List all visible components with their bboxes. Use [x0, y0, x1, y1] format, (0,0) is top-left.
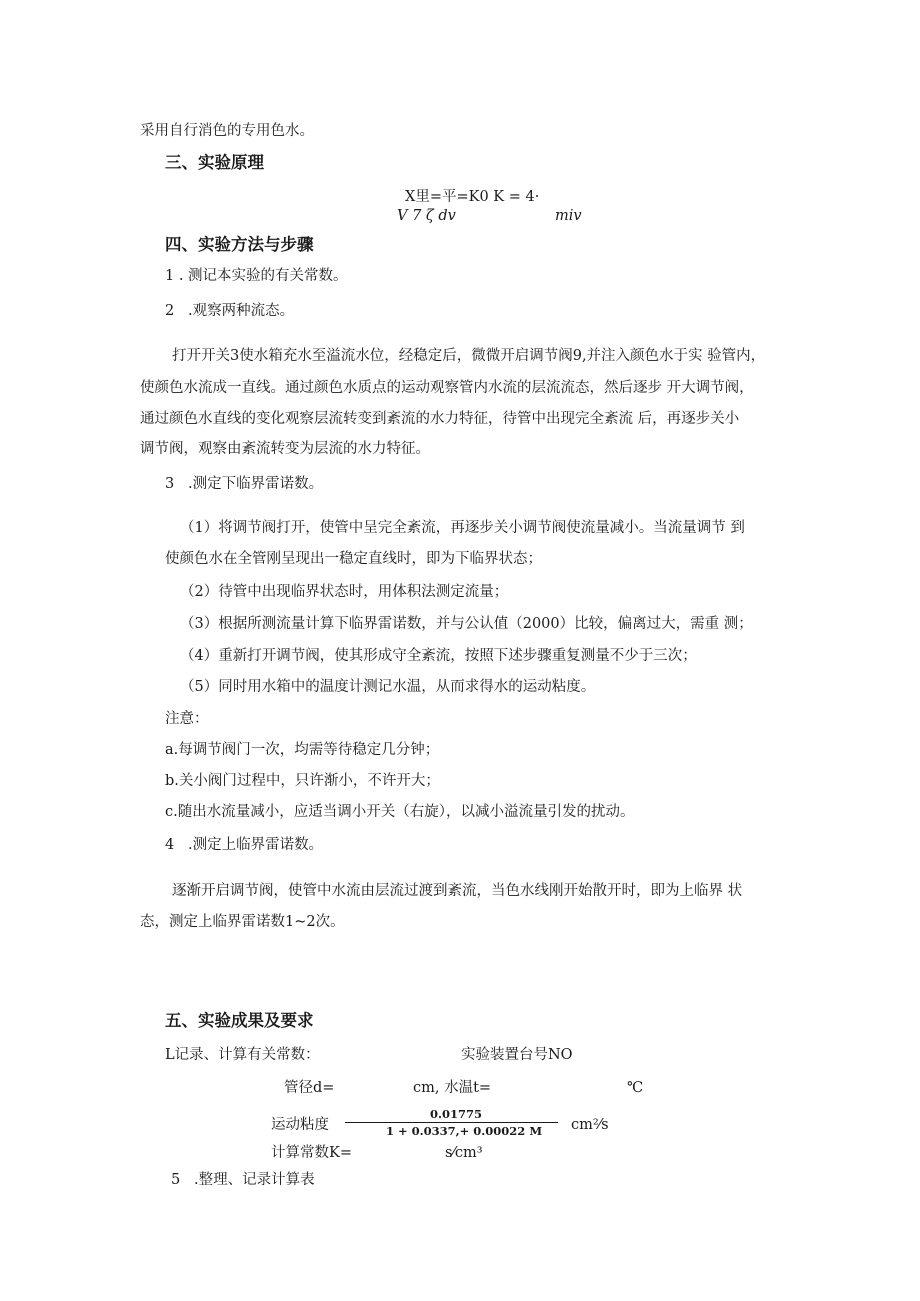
viscosity-numerator: 0.01775	[430, 1107, 483, 1121]
para2-line: 打开开关3使水箱充水至溢流水位，经稳定后，微微开启调节阀9,并注入颜色水于实 验管内，	[172, 348, 766, 364]
sub-step: （1）将调节阀打开，使管中呈完全紊流，再逐步关小调节阀使流量减小。当流量调节 到	[180, 520, 745, 536]
section5-heading: 五、实验成果及要求	[165, 1011, 314, 1030]
section3-heading: 三、实验原理	[165, 153, 264, 172]
constant-unit: s⁄cm³	[445, 1145, 483, 1161]
cm-temp-label: cm, 水温t=	[413, 1080, 492, 1096]
step2: 2 .观察两种流态。	[165, 303, 295, 319]
step5: 5 .整理、记录计算表	[171, 1172, 315, 1188]
sub-step: 使颜色水在全管刚呈现出一稳定直线时，即为下临界状态；	[165, 551, 542, 567]
step1: 1 . 测记本实验的有关常数。	[165, 268, 348, 284]
para4-line: 逐渐开启调节阀，使管中水流由层流过渡到紊流，当色水线刚开始散开时，即为上临界 状	[172, 883, 743, 899]
pipe-label: 管径d=	[284, 1080, 335, 1096]
note-item: b.关小阀门过程中，只许渐小，不许开大；	[165, 773, 440, 789]
para2-line: 使颜色水流成一直线。通过颜色水质点的运动观察管内水流的层流流态，然后逐步 开大调节阀，	[140, 380, 754, 396]
sub-step: （4）重新打开调节阀，使其形成守全紊流，按照下述步骤重复测量不少于三次；	[180, 648, 697, 664]
celsius-unit: ℃	[627, 1080, 644, 1096]
device-label: 实验装置台号NO	[461, 1047, 573, 1063]
viscosity-label: 运动粘度	[271, 1117, 329, 1133]
para4-line: 态，测定上临界雷诺数1~2次。	[140, 914, 345, 930]
sub-step: （5）同时用水箱中的温度计测记水温，从而求得水的运动粘度。	[180, 679, 596, 695]
formula-bottom-right: miv	[555, 208, 582, 224]
viscosity-unit: cm²⁄s	[571, 1117, 609, 1133]
formula-bottom-left: V 7 ζ dv	[397, 208, 456, 224]
section4-heading: 四、实验方法与步骤	[165, 235, 314, 254]
step4: 4 .测定上临界雷诺数。	[165, 837, 324, 853]
formula-top: X里=平=K0 K = 4·	[405, 189, 540, 205]
fraction-bar	[345, 1122, 558, 1123]
sub-step: （2）待管中出现临界状态时，用体积法测定流量；	[180, 584, 509, 600]
sub-step: （3）根据所测流量计算下临界雷诺数，并与公认值（2000）比较，偏离过大，需重 测；	[180, 616, 753, 632]
record-label: L记录、计算有关常数：	[165, 1047, 320, 1063]
constant-label: 计算常数K=	[271, 1145, 352, 1161]
para2-line: 调节阀，观察由紊流转变为层流的水力特征。	[140, 441, 430, 457]
intro-line: 采用自行消色的专用色水。	[140, 123, 314, 139]
note-item: c.随出水流量减小，应适当调小开关（右旋），以减小溢流量引发的扰动。	[165, 804, 635, 820]
note-item: a.每调节阀门一次，均需等待稳定几分钟；	[165, 742, 440, 758]
note-title: 注意：	[165, 711, 209, 727]
para2-line: 通过颜色水直线的变化观察层流转变到紊流的水力特征，待管中出现完全紊流 后，再逐步关小	[140, 411, 740, 427]
step3: 3 .测定下临界雷诺数。	[165, 476, 324, 492]
viscosity-denominator: 1 + 0.0337,+ 0.00022 M	[386, 1124, 543, 1138]
